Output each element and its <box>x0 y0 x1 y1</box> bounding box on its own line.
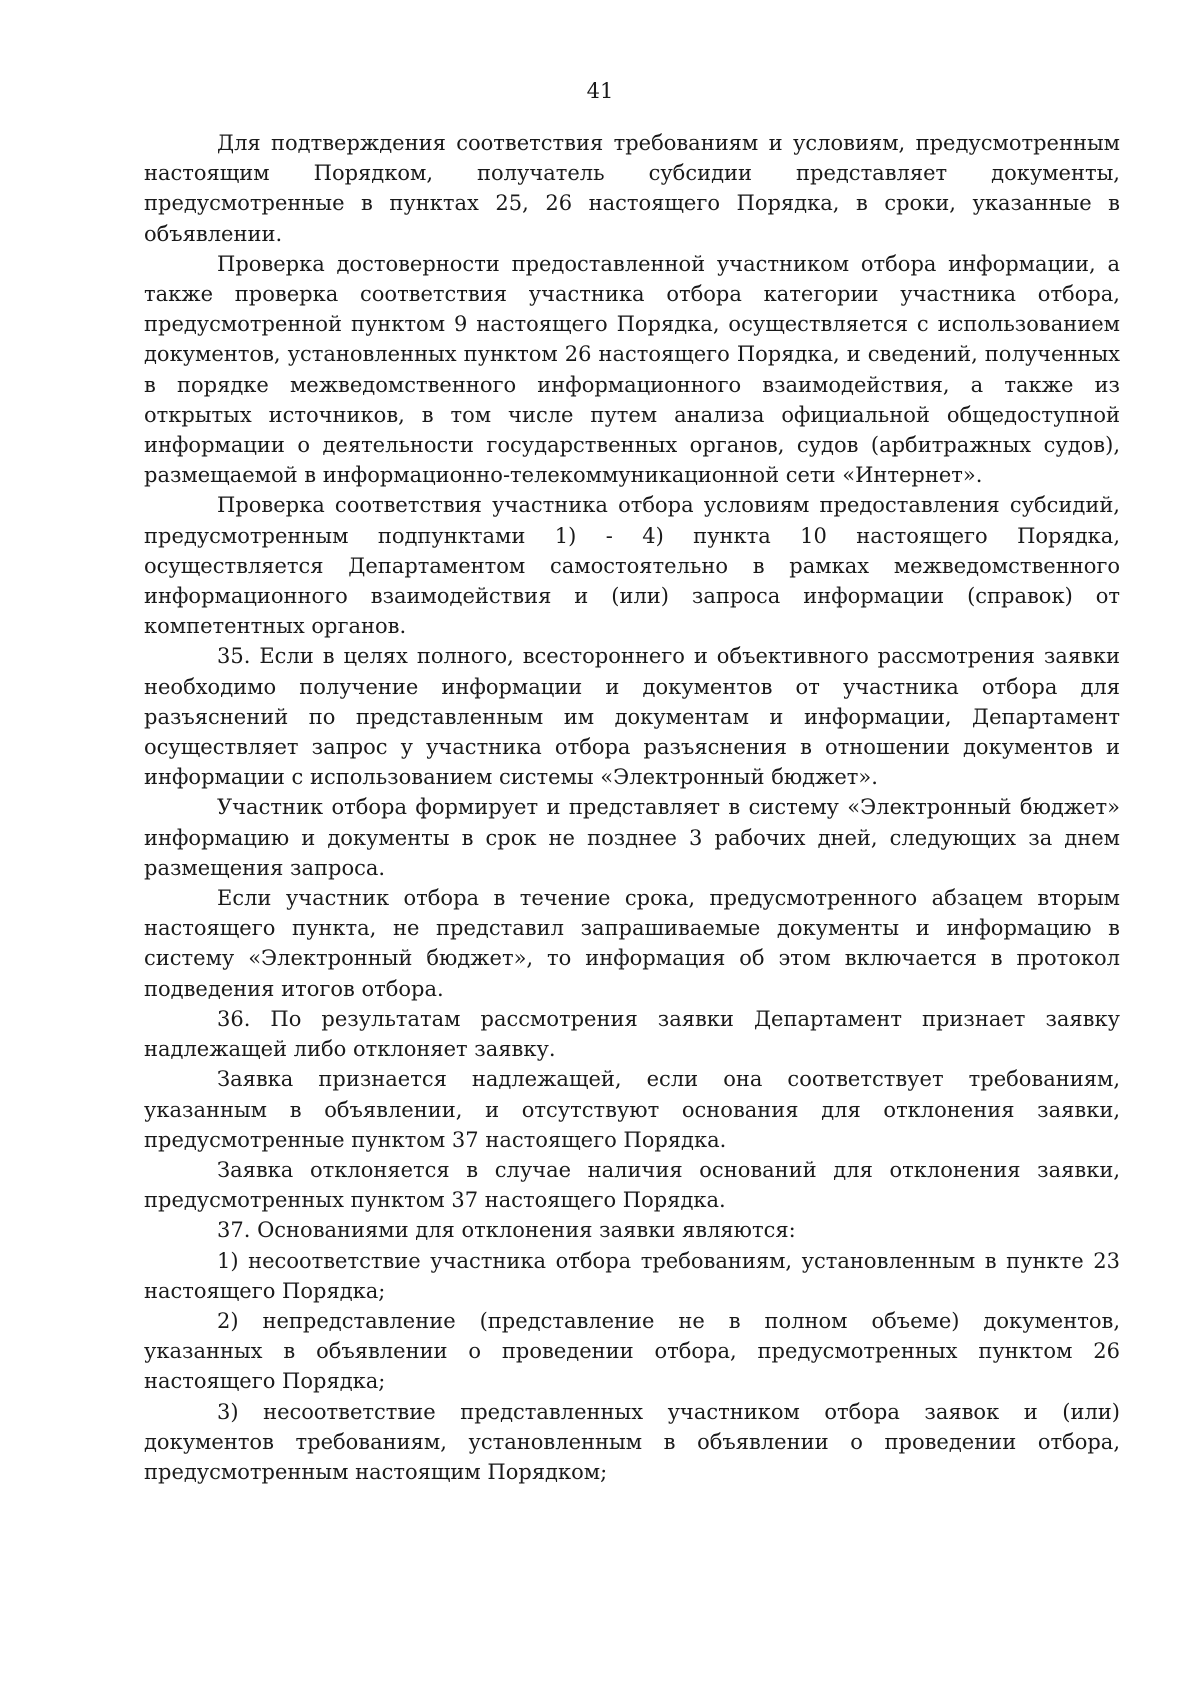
paragraph-13: 3) несоответствие представленных участником отбора заявок и (или) документов требованиям, установленным в объявлении о проведении отбора, предусмотренным настоящим Порядком; <box>144 1399 1120 1484</box>
paragraph-1: Для подтверждения соответствия требованиям и условиям, предусмотренным настоящим Порядком, получатель субсидии представляет документы, предусмотренные в пунктах 25, 26 настоящего Порядка, в сроки, указанные в объявлении. <box>144 131 1120 246</box>
document-body <box>144 128 1120 1487</box>
paragraph-3: Проверка соответствия участника отбора условиям предоставления субсидий, предусмотренным подпунктами 1) - 4) пункта 10 настоящего Порядка, осуществляется Департаментом самостоятельно в рамках межведомственного информационного взаимодействия и (или) запроса информации (справок) от компетентных органов. <box>144 493 1120 639</box>
paragraph-12: 2) непредставление (представление не в полном объеме) документов, указанных в объявлении о проведении отбора, предусмотренных пунктом 26 настоящего Порядка; <box>144 1308 1120 1394</box>
page-number: 41 <box>586 79 614 103</box>
paragraph-10: 37. Основаниями для отклонения заявки являются: <box>217 1218 796 1243</box>
paragraph-2: Проверка достоверности предоставленной участником отбора информации, а также проверка соответствия участника отбора категории участника отбора, предусмотренной пунктом 9 настоящего Порядка, осуществляется с использованием документов, установленных пунктом 26 настоящего Порядка, и сведений, полученных в порядке межведомственного информационного взаимодействия, а также из открытых источников, в том числе путем анализа официальной общедоступной информации о деятельности государственных органов, судов (арбитражных судов), размещаемой в информационно-телекоммуникационной сети «Интернет». <box>144 251 1120 488</box>
paragraph-7: 36. По результатам рассмотрения заявки Департамент признает заявку надлежащей либо отклоняет заявку. <box>144 1006 1120 1062</box>
paragraph-9: Заявка отклоняется в случае наличия оснований для отклонения заявки, предусмотренных пунктом 37 настоящего Порядка. <box>144 1157 1120 1213</box>
paragraph-5: Участник отбора формирует и представляет в систему «Электронный бюджет» информацию и документы в срок не позднее 3 рабочих дней, следующих за днем размещения запроса. <box>144 795 1120 880</box>
paragraph-11: 1) несоответствие участника отбора требованиям, установленным в пункте 23 настоящего Порядка; <box>144 1248 1120 1303</box>
paragraph-8: Заявка признается надлежащей, если она соответствует требованиям, указанным в объявлении, и отсутствуют основания для отклонения заявки, предусмотренные пунктом 37 настоящего Порядка. <box>144 1067 1120 1152</box>
paragraph-6: Если участник отбора в течение срока, предусмотренного абзацем вторым настоящего пункта, не представил запрашиваемые документы и информацию в систему «Электронный бюджет», то информация об этом включается в протокол подведения итогов отбора. <box>144 886 1120 1001</box>
paragraph-4: 35. Если в целях полного, всестороннего и объективного рассмотрения заявки необходимо получение информации и документов от участника отбора для разъяснений по представленным им документам и информации, Департамент осуществляет запрос у участника отбора разъяснения в отношении документов и информации с использованием системы «Электронный бюджет». <box>144 644 1120 790</box>
